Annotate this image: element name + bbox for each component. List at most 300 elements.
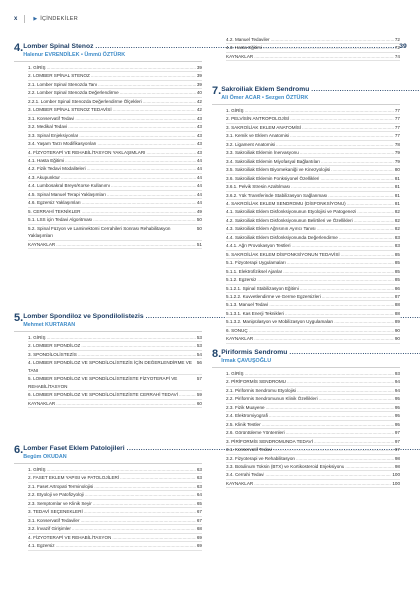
dot-leader bbox=[61, 174, 196, 181]
toc-entry[interactable] bbox=[226, 446, 400, 454]
dot-leader bbox=[331, 166, 394, 173]
dot-leader bbox=[98, 81, 196, 88]
toc-entry[interactable] bbox=[226, 293, 400, 301]
chapter-heading[interactable] bbox=[14, 312, 202, 329]
toc-entry[interactable] bbox=[226, 471, 400, 479]
toc-entry-page: 89 bbox=[394, 319, 400, 325]
dot-leader bbox=[262, 421, 394, 428]
toc-entry-title: 4.1. Hasta Eğitimi bbox=[28, 157, 64, 163]
toc-entry-page: 87 bbox=[394, 293, 400, 299]
dot-leader bbox=[283, 268, 394, 275]
dot-leader bbox=[72, 525, 196, 532]
dot-leader bbox=[47, 466, 196, 473]
toc-entry-title: 4. FİZYOTERAPİ VE REHABİLİTASYON YAKLAŞIMLARI bbox=[28, 149, 146, 155]
dot-leader bbox=[339, 234, 394, 241]
dot-leader bbox=[276, 141, 394, 148]
header-divider bbox=[24, 15, 25, 23]
toc-entry-page: 51 bbox=[196, 241, 202, 247]
toc-entry-page: 95 bbox=[394, 404, 400, 410]
chapter-authors: Begüm OKUDAN bbox=[23, 454, 67, 460]
toc-entry[interactable] bbox=[28, 508, 202, 516]
dot-leader bbox=[269, 412, 394, 419]
toc-entry-title: 3.5. Sakroiliak Eklem Biyomekaniği ve Kinezyolojisi bbox=[226, 167, 331, 173]
toc-entry-page: 50 bbox=[196, 217, 202, 223]
toc-entry-page: 43 bbox=[196, 124, 202, 130]
toc-entry[interactable] bbox=[28, 64, 202, 72]
dot-leader bbox=[287, 259, 394, 266]
toc-entry-page: 39 bbox=[196, 65, 202, 70]
toc-entry[interactable] bbox=[226, 387, 400, 395]
toc-entry-page: 72 bbox=[394, 45, 400, 51]
toc-entry-title: 3.4. Sakroiliak Eklemin Miyofasyal Bağlantıları bbox=[226, 158, 320, 164]
toc-entry[interactable] bbox=[226, 124, 400, 132]
toc-entry[interactable] bbox=[28, 342, 202, 350]
toc-entry[interactable] bbox=[28, 400, 202, 408]
toc-entry-page: 42 bbox=[196, 98, 202, 104]
toc-entry[interactable] bbox=[28, 165, 202, 173]
chapter-6-continued bbox=[212, 36, 400, 61]
toc-entry[interactable] bbox=[226, 318, 400, 326]
chapter-title[interactable]: Lomber Spondiloz ve Spondilolistezis bbox=[23, 313, 144, 320]
dot-leader bbox=[291, 183, 394, 190]
toc-entry-title: 4. FİZYOTERAPİ VE REHABİLİTASYON bbox=[28, 534, 112, 540]
toc-entry[interactable] bbox=[28, 157, 202, 165]
toc-entry-page: 95 bbox=[394, 413, 400, 419]
dot-leader bbox=[286, 429, 394, 436]
toc-entry-page: 100 bbox=[392, 480, 400, 486]
dot-leader bbox=[328, 192, 394, 199]
dot-leader bbox=[78, 351, 196, 358]
toc-entry-list bbox=[226, 107, 400, 344]
toc-entry-title: 3.3. Spinal Enjeksiyonlar bbox=[28, 132, 79, 138]
toc-entry-title: 4.4. Sakroiliak Eklem Disfonksiyonunda Değerlendirme bbox=[226, 234, 338, 240]
toc-entry[interactable] bbox=[226, 480, 400, 488]
chapter-authors: Mehmet KURTARAN bbox=[23, 322, 76, 328]
toc-entry-title: 2. LOMBER SPONDİLOZ bbox=[28, 343, 81, 349]
dot-leader bbox=[93, 500, 196, 507]
dot-leader bbox=[65, 157, 196, 164]
chapter-heading[interactable] bbox=[212, 85, 400, 102]
toc-entry-page: 81 bbox=[394, 192, 400, 198]
toc-entry-title: 2.4. Elektromiyografi bbox=[226, 413, 268, 419]
toc-entry-list bbox=[226, 36, 400, 61]
toc-entry-title: 1. GİRİŞ bbox=[28, 335, 46, 340]
toc-entry-page: 39 bbox=[196, 73, 202, 79]
toc-entry[interactable] bbox=[28, 149, 202, 157]
toc-entry-title: 1. GİRİŞ bbox=[226, 371, 244, 376]
toc-entry-list bbox=[28, 334, 202, 408]
toc-entry-page: 81 bbox=[394, 200, 400, 206]
dot-leader bbox=[81, 517, 196, 524]
toc-entry-title: 3.1. Konservatif Tedavi bbox=[28, 115, 75, 121]
toc-entry-page: 63 bbox=[196, 475, 202, 481]
toc-entry-title: 3.1. Kemik ve Eklem Anatomisi bbox=[226, 133, 290, 139]
dot-leader bbox=[254, 53, 394, 60]
toc-entry[interactable] bbox=[226, 438, 400, 446]
dot-leader bbox=[254, 335, 394, 342]
dot-leader bbox=[87, 165, 196, 172]
toc-entry[interactable] bbox=[28, 534, 202, 542]
chapter-title[interactable]: Piriformis Sendromu bbox=[221, 349, 288, 356]
dot-leader bbox=[254, 480, 391, 487]
toc-entry[interactable] bbox=[226, 183, 400, 191]
toc-entry-page: 97 bbox=[394, 447, 400, 453]
chapter-number: 7. bbox=[212, 85, 222, 97]
toc-entry-page: 83 bbox=[394, 243, 400, 249]
toc-entry-title: 4.3. Akupunktur bbox=[28, 174, 60, 180]
toc-entry-page: 81 bbox=[394, 184, 400, 190]
dot-leader bbox=[320, 175, 393, 182]
toc-entry-page: 93 bbox=[394, 371, 400, 376]
toc-entry-page: 67 bbox=[196, 509, 202, 515]
toc-entry-title: 4.5. Spinal Manuel Terapi Yaklaşımları bbox=[28, 191, 106, 197]
toc-entry[interactable] bbox=[28, 140, 202, 148]
toc-entry[interactable] bbox=[28, 359, 202, 375]
chapter-heading[interactable] bbox=[14, 444, 202, 461]
arrow-right-icon: ▶ bbox=[33, 16, 38, 22]
toc-entry-title: 1. GİRİŞ bbox=[226, 108, 244, 113]
dot-leader bbox=[107, 191, 196, 198]
toc-entry-title: KAYNAKLAR bbox=[226, 480, 254, 486]
toc-entry-page: 44 bbox=[196, 183, 202, 189]
toc-entry-page: 98 bbox=[394, 463, 400, 469]
page-number: x bbox=[14, 16, 18, 22]
toc-entry-title: 3. TEDAVİ SEÇENEKLERİ bbox=[28, 509, 83, 515]
dot-leader bbox=[249, 327, 394, 334]
toc-entry[interactable] bbox=[226, 251, 400, 259]
toc-entry-page: 90 bbox=[394, 327, 400, 333]
dot-leader bbox=[300, 285, 394, 292]
toc-entry[interactable] bbox=[226, 404, 400, 412]
toc-entry[interactable] bbox=[226, 149, 400, 157]
chapter-divider bbox=[14, 61, 202, 62]
toc-entry-page: 95 bbox=[394, 396, 400, 402]
toc-entry[interactable] bbox=[28, 351, 202, 359]
toc-entry[interactable] bbox=[226, 166, 400, 174]
dot-leader bbox=[290, 132, 394, 139]
toc-entry-title: 2.5. Klinik Testler bbox=[226, 421, 261, 427]
toc-entry[interactable] bbox=[226, 115, 400, 123]
toc-entry[interactable] bbox=[28, 474, 202, 482]
toc-entry[interactable] bbox=[28, 72, 202, 80]
dot-leader bbox=[113, 106, 196, 113]
toc-entry[interactable] bbox=[226, 225, 400, 233]
toc-entry-title: 3.6. Sakroiliak Eklemin Fonksiyonel Özellikleri bbox=[226, 175, 320, 181]
toc-entry[interactable] bbox=[226, 242, 400, 250]
toc-entry-page: 65 bbox=[196, 500, 202, 506]
chapter-title[interactable]: Lomber Spinal Stenoz bbox=[23, 43, 94, 50]
dot-leader bbox=[322, 293, 394, 300]
toc-entry[interactable] bbox=[28, 98, 202, 106]
toc-entry-page: 43 bbox=[196, 115, 202, 121]
toc-entry[interactable] bbox=[28, 216, 202, 224]
header-title: İÇİNDEKİLER bbox=[40, 16, 79, 22]
toc-entry-title: 3.4. Yaşam Tarzı Modifikasyonları bbox=[28, 141, 97, 147]
toc-entry[interactable] bbox=[28, 483, 202, 491]
toc-entry-title: 3. LOMBER SPİNAL STENOZ TEDAVİSİ bbox=[28, 107, 112, 113]
toc-entry[interactable] bbox=[226, 285, 400, 293]
toc-entry-title: KAYNAKLAR bbox=[226, 53, 254, 59]
toc-entry-page: 97 bbox=[394, 430, 400, 436]
dot-leader bbox=[143, 98, 196, 105]
chapter-7 bbox=[212, 85, 400, 344]
chapter-authors: Ali Ömer ACAR • Sezgen ÖZTÜRK bbox=[221, 95, 309, 101]
toc-entry-title: 1. GİRİŞ bbox=[28, 65, 46, 70]
toc-entry-title: 2.1. Lomber Spinal Stenozda Tanı bbox=[28, 81, 98, 87]
toc-entry[interactable] bbox=[226, 327, 400, 335]
toc-entry-page: 97 bbox=[394, 438, 400, 444]
toc-entry[interactable] bbox=[28, 491, 202, 499]
chapter-title[interactable]: Lomber Faset Eklem Patolojileri bbox=[23, 445, 125, 452]
chapter-heading-body bbox=[221, 348, 420, 365]
toc-entry-title: 3.6.2. Yük Transferinde Stabilizasyon Sağlanması bbox=[226, 192, 328, 198]
chapter-8 bbox=[212, 348, 400, 488]
toc-entry[interactable] bbox=[28, 334, 202, 342]
dot-leader bbox=[334, 318, 394, 325]
dot-leader bbox=[81, 342, 196, 349]
toc-entry[interactable] bbox=[226, 107, 400, 115]
toc-entry-list bbox=[226, 370, 400, 488]
toc-entry[interactable] bbox=[226, 132, 400, 140]
toc-entry[interactable] bbox=[226, 234, 400, 242]
toc-entry-page: 81 bbox=[394, 175, 400, 181]
dot-leader bbox=[179, 391, 196, 398]
toc-entry-page: 74 bbox=[394, 53, 400, 59]
toc-entry-list bbox=[28, 64, 202, 249]
toc-entry-page: 43 bbox=[196, 149, 202, 155]
toc-entry-page: 44 bbox=[196, 191, 202, 197]
dot-leader bbox=[271, 36, 394, 43]
toc-entry-title: 3.2. İnvazif Girişimler bbox=[28, 526, 71, 532]
dot-leader bbox=[266, 404, 394, 411]
chapter-divider bbox=[14, 463, 202, 464]
toc-entry-title: 6. LOMBER SPONDİLOZ VE SPONDİLOLİSTEZİSTE CERRAHİ TEDAVİ bbox=[28, 392, 178, 398]
toc-entry-title: 6. SONUÇ bbox=[226, 327, 248, 333]
toc-entry[interactable] bbox=[28, 132, 202, 140]
dot-leader bbox=[269, 301, 394, 308]
toc-entry-title: 2. PİRİFORMİS SENDROMU bbox=[226, 379, 286, 385]
dot-leader bbox=[112, 534, 195, 541]
toc-entry[interactable] bbox=[226, 276, 400, 284]
dot-leader bbox=[296, 455, 394, 462]
toc-entry-page: 43 bbox=[196, 141, 202, 147]
toc-entry[interactable] bbox=[28, 208, 202, 216]
toc-entry[interactable] bbox=[28, 182, 202, 190]
toc-entry-title: 4.2. Fizik Tedavi Modaliteleri bbox=[28, 166, 86, 172]
toc-entry[interactable] bbox=[226, 429, 400, 437]
toc-entry-title: 2.2. Lomber Spinal Stenozda Değerlendirme bbox=[28, 90, 119, 96]
toc-entry-page: 64 bbox=[196, 492, 202, 498]
toc-entry-title: KAYNAKLAR bbox=[226, 336, 254, 342]
toc-entry-title: 2.3. Semptomlar ve Klinik Seyir bbox=[28, 500, 92, 506]
toc-entry[interactable] bbox=[226, 310, 400, 318]
toc-entry-title: 3.2. Ligament Anatomisi bbox=[226, 141, 276, 147]
toc-entry[interactable] bbox=[28, 241, 202, 249]
toc-entry[interactable] bbox=[226, 158, 400, 166]
toc-entry[interactable] bbox=[28, 115, 202, 123]
dot-leader bbox=[257, 276, 393, 283]
dot-leader bbox=[263, 44, 394, 51]
dot-leader bbox=[300, 149, 394, 156]
dot-leader bbox=[245, 107, 394, 114]
toc-entry-page: 50 bbox=[196, 225, 202, 231]
toc-entry-title: 5.1.3. Manuel Tedavi bbox=[226, 302, 269, 308]
toc-entry[interactable] bbox=[226, 259, 400, 267]
toc-entry-page: 56 bbox=[196, 360, 202, 366]
toc-entry[interactable] bbox=[28, 225, 202, 241]
dot-leader bbox=[347, 200, 394, 207]
toc-entry-page: 68 bbox=[196, 526, 202, 532]
dot-leader bbox=[345, 463, 393, 470]
toc-entry-title: 3.3. Botulinum Toksin (BTX) ve Kortikosteroid Enjeksiyonu bbox=[226, 463, 345, 469]
dot-leader bbox=[120, 474, 196, 481]
toc-entry-page: 44 bbox=[196, 200, 202, 206]
toc-entry-title: 3. SAKROİLİAK EKLEM ANATOMİSİ bbox=[226, 124, 302, 130]
toc-entry[interactable] bbox=[28, 542, 202, 550]
toc-entry-page: 54 bbox=[196, 351, 202, 357]
chapter-authors: Irmak ÇAVUŞOĞLU bbox=[221, 358, 272, 364]
toc-entry[interactable] bbox=[28, 500, 202, 508]
toc-entry[interactable] bbox=[226, 44, 400, 52]
toc-entry[interactable] bbox=[226, 53, 400, 61]
toc-entry-title: 3.2. Fizyoterapi ve Rehabilitasyon bbox=[226, 455, 295, 461]
toc-entry-title: 5. SAKROİLİAK EKLEM DİSFONKSİYONUN TEDAVİSİ bbox=[226, 251, 340, 257]
toc-entry[interactable] bbox=[226, 412, 400, 420]
toc-entry[interactable] bbox=[226, 268, 400, 276]
dot-leader bbox=[287, 378, 394, 385]
toc-entry-page: 63 bbox=[196, 483, 202, 489]
toc-entry[interactable] bbox=[28, 525, 202, 533]
toc-entry-page: 72 bbox=[394, 37, 400, 42]
dot-leader bbox=[93, 216, 196, 223]
toc-entry-page: 79 bbox=[394, 158, 400, 164]
toc-entry-page: 83 bbox=[394, 234, 400, 240]
toc-entry-page: 63 bbox=[196, 467, 202, 472]
toc-entry-title: 5.1. LSS için Tedavi Algoritması bbox=[28, 217, 93, 223]
chapter-page: 39 bbox=[399, 43, 407, 50]
toc-entry-page: 57 bbox=[196, 376, 202, 382]
toc-entry[interactable] bbox=[226, 455, 400, 463]
toc-entry-title: 3.3. Sakroiliak Eklemin İnervasyonu bbox=[226, 150, 299, 156]
toc-entry-title: 4.4.1. Ağrı Provokasyon Testleri bbox=[226, 243, 291, 249]
toc-entry[interactable] bbox=[226, 175, 400, 183]
toc-entry-page: 85 bbox=[394, 251, 400, 257]
toc-entry[interactable] bbox=[226, 421, 400, 429]
dot-leader bbox=[245, 370, 394, 377]
toc-entry[interactable] bbox=[28, 174, 202, 182]
toc-entry-page: 69 bbox=[196, 543, 202, 549]
dot-leader bbox=[314, 438, 394, 445]
toc-entry[interactable] bbox=[226, 200, 400, 208]
toc-entry[interactable] bbox=[28, 466, 202, 474]
toc-entry-title: 3.2. Medikal Tedavi bbox=[28, 124, 68, 130]
toc-entry-title: 5.1.1. Elektrofiziksel Ajanlar bbox=[226, 268, 283, 274]
toc-entry-title: 5.2. Spinal Füzyon ve Laminektomi Cerrahileri Sonrası Rehabilitasyon Yaklaşımları bbox=[28, 225, 171, 239]
toc-entry-title: 2. LOMBER SPİNAL STENOZ bbox=[28, 73, 90, 79]
toc-entry-title: 5.1.2.2. Kuvvetlendirme ve Germe Egzersizleri bbox=[226, 293, 321, 299]
chapter-6 bbox=[14, 444, 202, 551]
toc-entry-page: 53 bbox=[196, 335, 202, 340]
toc-entry[interactable] bbox=[226, 378, 400, 386]
toc-entry[interactable] bbox=[28, 81, 202, 89]
toc-entry-title: 2. PELVİSİN ANTROPOLOJİSİ bbox=[226, 116, 290, 122]
toc-entry-title: 4. LOMBER SPONDİLOZ VE SPONDİLOLİSTEZİS İÇİN DEĞERLENDİRME VE TANI bbox=[28, 360, 192, 373]
toc-entry[interactable] bbox=[226, 208, 400, 216]
toc-entry-title: 3. SPONDİLOLİSTEZİS bbox=[28, 351, 77, 357]
chapter-number: 5. bbox=[14, 312, 24, 324]
toc-entry[interactable] bbox=[28, 199, 202, 207]
toc-entry-page: 49 bbox=[196, 208, 202, 214]
toc-entry-title: 3.4. Cerrahi Tedavi bbox=[226, 472, 265, 478]
toc-entry-page: 40 bbox=[196, 90, 202, 96]
dot-leader bbox=[82, 208, 196, 215]
toc-entry[interactable] bbox=[226, 36, 400, 44]
dot-leader bbox=[319, 395, 394, 402]
toc-entry-page: 78 bbox=[394, 141, 400, 147]
toc-entry[interactable] bbox=[226, 463, 400, 471]
chapter-divider bbox=[14, 331, 202, 332]
dot-leader bbox=[94, 483, 196, 490]
dot-leader bbox=[68, 123, 196, 130]
toc-entry-page: 44 bbox=[196, 157, 202, 163]
toc-entry[interactable] bbox=[226, 301, 400, 309]
chapter-authors: Halenur EVRENDİLEK • Ümmü ÖZTÜRK bbox=[23, 52, 126, 58]
toc-entry[interactable] bbox=[226, 370, 400, 378]
toc-entry-page: 100 bbox=[392, 472, 400, 478]
toc-entry[interactable] bbox=[28, 123, 202, 131]
toc-entry-title: 2.3. Fizik Muayene bbox=[226, 404, 265, 410]
chapter-heading[interactable] bbox=[212, 348, 400, 365]
toc-entry[interactable] bbox=[28, 517, 202, 525]
dot-leader bbox=[292, 242, 394, 249]
dot-leader bbox=[56, 542, 196, 549]
toc-entry-page: 77 bbox=[394, 133, 400, 139]
toc-entry[interactable] bbox=[28, 191, 202, 199]
toc-entry[interactable] bbox=[226, 335, 400, 343]
toc-entry-page: 60 bbox=[196, 400, 202, 406]
toc-entry[interactable] bbox=[28, 89, 202, 97]
toc-entry[interactable] bbox=[226, 141, 400, 149]
dot-leader bbox=[357, 208, 394, 215]
toc-entry-page: 77 bbox=[394, 124, 400, 130]
toc-entry-title: 4.1. Egzersiz bbox=[28, 543, 55, 549]
toc-entry-title: 5.1.3.1. Kas Enerji Teknikleri bbox=[226, 310, 284, 316]
toc-entry-page: 59 bbox=[196, 392, 202, 398]
toc-entry[interactable] bbox=[28, 375, 202, 391]
toc-entry[interactable] bbox=[28, 106, 202, 114]
dot-leader bbox=[120, 89, 196, 96]
chapter-5 bbox=[14, 312, 202, 408]
toc-entry[interactable] bbox=[28, 391, 202, 399]
toc-entry-page: 44 bbox=[196, 174, 202, 180]
chapter-title[interactable]: Sakroiliak Eklem Sendromu bbox=[221, 86, 310, 93]
toc-entry-page: 67 bbox=[196, 517, 202, 523]
toc-entry-title: 4.3. Sakroiliak Eklem Ağrısının Ayırıcı Tanısı bbox=[226, 226, 316, 232]
toc-entry-page: 85 bbox=[394, 277, 400, 283]
toc-entry-title: 3.1. Konservatif Tedaviler bbox=[28, 517, 80, 523]
toc-entry-title: 1. GİRİŞ bbox=[28, 467, 46, 472]
dot-leader bbox=[79, 132, 196, 139]
dot-leader bbox=[85, 491, 196, 498]
toc-entry-title: 4.2. Manuel Tedaviler bbox=[226, 37, 270, 42]
toc-entry-page: 77 bbox=[394, 108, 400, 113]
toc-entry[interactable] bbox=[226, 395, 400, 403]
toc-entry-page: 94 bbox=[394, 379, 400, 385]
dot-leader bbox=[91, 72, 196, 79]
toc-entry[interactable] bbox=[226, 192, 400, 200]
chapter-divider bbox=[212, 367, 400, 368]
toc-entry[interactable] bbox=[226, 217, 400, 225]
